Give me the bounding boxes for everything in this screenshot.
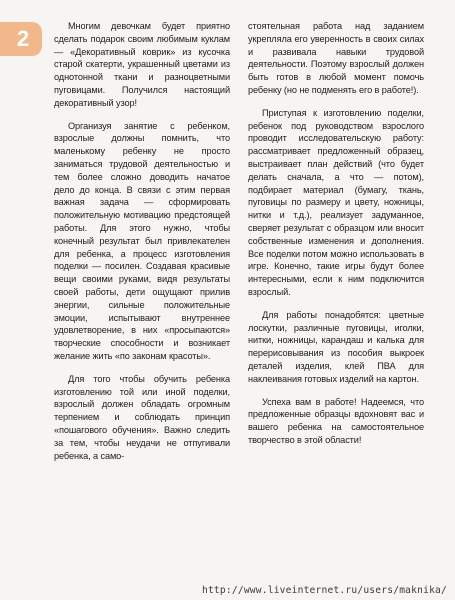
paragraph: Приступая к изготовлению поделки, ребенок под руководством взрослого проводит исследовательскую работу: рассматривает предложенный образец, выстраивает план действий (что будет делать сначала, а что — потом), подбирает материал (бумагу, ткань, пуговицы по размеру и цвету, ножницы, нитки и т.д.), реализует задуманное, сверяет результат с образцом или вносит собственные изменения и дополнения. Все поделки потом можно использовать в игре. Конечно, такие игры будут более интересными, если к ним подключится взрослый. [248,107,424,297]
paragraph: Для того чтобы обучить ребенка изготовлению той или иной поделки, взрослый должен обладать огромным терпением и соблюдать принцип «пошагового обучения». Важно следить за тем, чтобы неудачи не отпугивали ребенка, а само- [54,373,230,461]
source-url-watermark: http://www.liveinternet.ru/users/maknika/ [201,585,447,596]
paragraph: стоятельная работа над заданием укрепляла его уверенность в своих силах и развивала навыки трудовой деятельности. Поэтому взрослый должен быть готов в любой момент помочь ребенку (но не подменять его в работе!). [248,21,424,95]
paragraph: Организуя занятие с ребенком, взрослые должны помнить, что маленькому ребенку не просто заниматься трудовой деятельностью и тем более сложно доводить начатое дело до конца. В связи с этим первая важная задача — сформировать положительную мотивацию предстоящей работы. Для этого нужно, чтобы конечный результат был привлекателен для ребенка, а процесс изготовления поделки — посилен. Создавая красивые вещи своими руками, видя результаты своей работы, дети ощущают прилив энергии, сильные положительные эмоции, испытывают внутреннее удовлетворение, в них «просыпаются» творческие способности и возникает желание жить «по законам красоты». [54,120,230,361]
text-columns [54,20,424,472]
left-column [54,20,230,472]
paragraph: Для работы понадобятся: цветные лоскутки, различные пуговицы, иголки, нитки, ножницы, карандаш и калька для перерисовывания из пособия выкроек деталей изделия, клей ПВА для наклеивания готовых изделий на картон. [248,309,424,384]
page-number: 2 [16,26,30,51]
page-number-badge [0,22,42,56]
right-column [248,20,424,472]
paragraph: Многим девочкам будет приятно сделать подарок своим любимым куклам — «Декоративный коврик» из кусочка старой скатерти, украшенный цветами из однотонной ткани и разноцветными пуговицами. Получился настоящий декоративный узор! [54,21,230,108]
paragraph: Успеха вам в работе! Надеемся, что предложенные образцы вдохновят вас и вашего ребенка на самостоятельное творчество в этой области! [248,396,424,445]
